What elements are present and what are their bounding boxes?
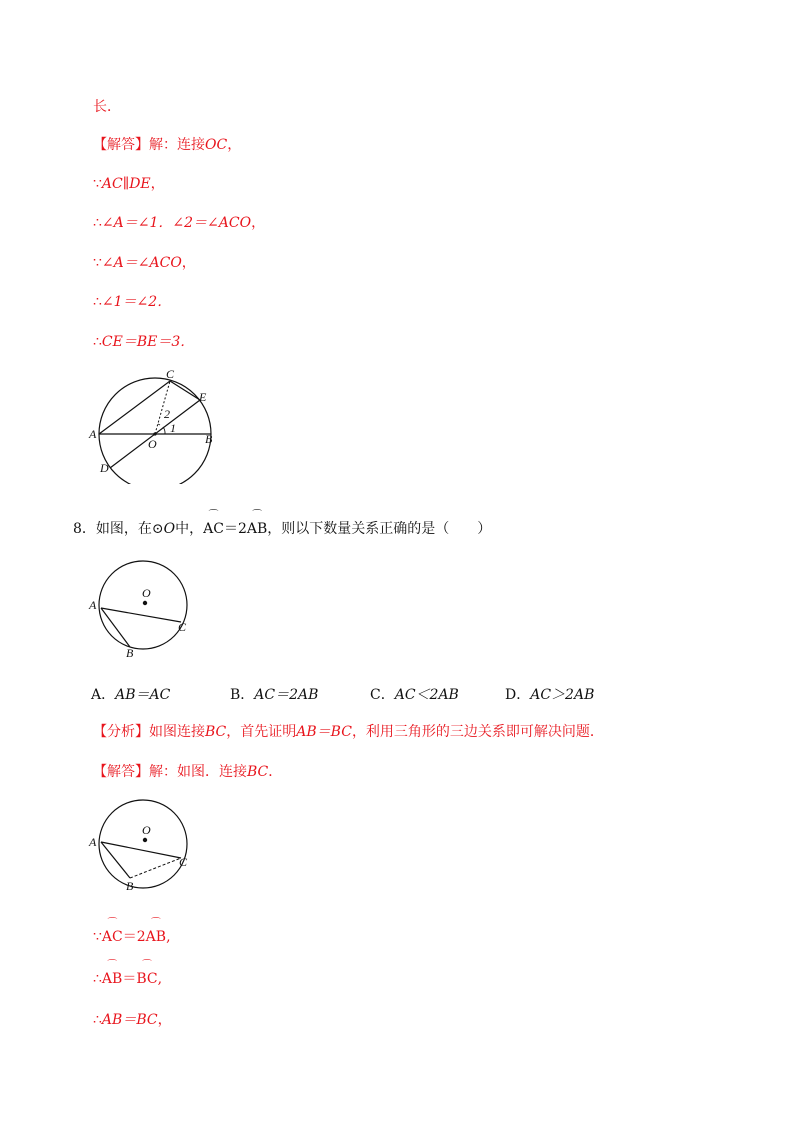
question-text: ＝2 (223, 521, 247, 537)
because-symbol: ∵ (93, 929, 102, 945)
option-text: AC＞2AB (530, 687, 595, 703)
label-angle-2: 2 (164, 407, 170, 421)
therefore-symbol: ∴ (93, 1012, 102, 1028)
option-letter: A． (91, 687, 116, 703)
step-expr: ∠A＝∠ACO (101, 255, 182, 271)
arc-mark: ⌒ (208, 510, 219, 521)
answer-tag: 【解答】 (93, 764, 149, 780)
solution-tag: 【解答】 (93, 137, 149, 153)
option-letter: B． (230, 687, 255, 703)
arc-ab: ⌒ AB (246, 510, 268, 537)
step-expr: ∠A＝∠1．∠2＝∠ACO (101, 215, 252, 231)
option-text: AB＝AC (115, 687, 171, 703)
figure-circle-ocde (88, 364, 228, 484)
question-text: ，则以下数量关系正确的是（ ） (267, 521, 492, 537)
comma: , (166, 929, 171, 945)
because-symbol: ∵ (93, 255, 102, 271)
label-angle-1: 1 (170, 421, 176, 435)
step-eq: ＝ (122, 971, 137, 987)
label-d: D (100, 461, 109, 475)
step-arc-ratio (93, 918, 171, 946)
step-arc-equal (93, 960, 163, 988)
arc-mark: ⌒ (252, 510, 263, 521)
step-result (93, 333, 194, 351)
arc-mark: ⌒ (107, 960, 118, 971)
comma: ， (150, 176, 165, 192)
label-c: C (179, 855, 188, 869)
label-a: A (89, 598, 97, 612)
arc-ac: ⌒ AC (101, 918, 123, 945)
because-symbol: ∵ (93, 176, 102, 192)
analysis-text: 如图连接 (149, 724, 205, 740)
therefore-symbol: ∴ (93, 971, 102, 987)
var-bc: BC (205, 724, 227, 740)
step-expr: CE＝BE＝3． (101, 334, 195, 350)
comma: ， (251, 215, 266, 231)
step-expr: ∠1＝∠2． (101, 294, 172, 310)
option-letter: D． (505, 687, 531, 703)
analysis-tag: 【分析】 (93, 724, 149, 740)
comma: ， (181, 255, 196, 271)
therefore-symbol: ∴ (93, 334, 102, 350)
analysis-line (93, 723, 604, 741)
label-a: A (89, 427, 97, 441)
figure-circle-abc (88, 556, 198, 660)
label-e: E (199, 390, 207, 404)
step-parallel (93, 175, 165, 193)
label-b: B (126, 646, 134, 660)
option-letter: C． (370, 687, 395, 703)
label-a: A (89, 835, 97, 849)
comma: ， (227, 137, 242, 153)
comma: ， (157, 1012, 172, 1028)
label-c: C (178, 620, 187, 634)
figure-circle-abc-dashed (88, 796, 198, 896)
arc-bc: ⌒ BC (136, 960, 158, 987)
step-expr: AC∥DE (101, 176, 151, 192)
option-b[interactable] (230, 684, 318, 704)
option-text: AC＜2AB (394, 687, 459, 703)
label-c: C (166, 367, 175, 381)
option-text: AC＝2AB (254, 687, 319, 703)
question-number: 8． (73, 521, 96, 537)
analysis-text: ，首先证明 (226, 724, 297, 740)
question-8 (73, 510, 492, 538)
answer-line (93, 763, 282, 781)
answer-text: 解：如图．连接 (149, 764, 247, 780)
option-a[interactable] (91, 684, 170, 704)
label-b: B (126, 879, 134, 893)
therefore-symbol: ∴ (93, 294, 102, 310)
question-text: 如图，在⊙ (95, 521, 164, 537)
solution-line-connect-oc (93, 136, 241, 154)
circle-name: O (163, 521, 176, 537)
step-expr: AB＝BC (101, 1012, 158, 1028)
step-angle-a (93, 254, 196, 272)
label-o: O (142, 586, 151, 600)
arc-ab: ⌒ AB (145, 918, 167, 945)
arc-mark: ⌒ (107, 918, 118, 929)
question-text: 中， (175, 521, 204, 537)
answer-end: ． (268, 764, 283, 780)
step-ab-bc (93, 1011, 172, 1029)
option-c[interactable] (370, 684, 459, 704)
arc-mark: ⌒ (141, 960, 152, 971)
comma: , (157, 971, 163, 987)
therefore-symbol: ∴ (93, 215, 102, 231)
step-angles (93, 214, 265, 232)
var-oc: OC (205, 137, 228, 153)
arc-mark: ⌒ (150, 918, 161, 929)
arc-ab: ⌒ AB (101, 960, 123, 987)
option-d[interactable] (505, 684, 594, 704)
analysis-text: ，利用三角形的三边关系即可解决问题． (351, 724, 604, 740)
step-eq: ＝2 (122, 929, 146, 945)
arc-ac: ⌒ AC (203, 510, 224, 537)
continued-text: 长． (93, 99, 121, 115)
var-ab-bc: AB＝BC (296, 724, 352, 740)
var-bc: BC (247, 764, 269, 780)
label-o: O (142, 823, 151, 837)
step-angle-eq (93, 293, 171, 311)
solution-text: 解：连接 (149, 137, 205, 153)
label-o: O (148, 437, 157, 451)
label-b: B (205, 432, 213, 446)
